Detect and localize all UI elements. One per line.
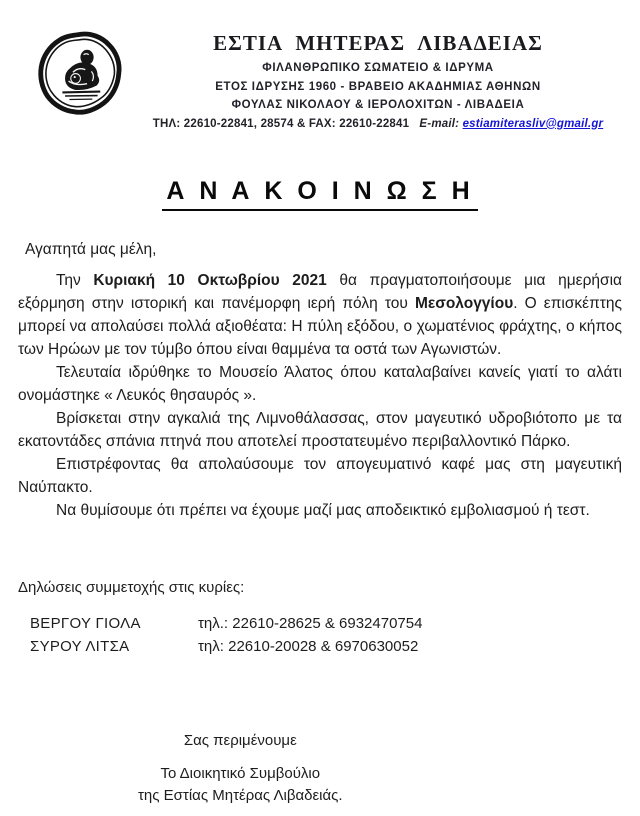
document-title: Α Ν Α Κ Ο Ι Ν Ω Σ Η: [162, 177, 477, 211]
title-section: [0, 177, 640, 211]
paragraph-vaccination-note: Να θυμίσουμε ότι πρέπει να έχουμε μαζί μας αποδεικτικό εμβολιασμού ή τεστ.: [56, 502, 590, 519]
greeting: Αγαπητά μας μέλη,: [25, 241, 157, 258]
contact-phone: τηλ.: 22610-28625 & 6932470754: [198, 615, 423, 632]
paragraph-return-coffee: Επιστρέφοντας θα απολαύσουμε τον απογευματινό καφέ μας στη μαγευτική Ναύπακτο.: [18, 456, 622, 496]
closing-board-line1: Το Διοικητικό Συμβούλιο: [160, 765, 321, 782]
letterhead: [0, 0, 640, 130]
contact-line: [128, 118, 628, 130]
phone-fax-text: ΤΗΛ: 22610-22841, 28574 & FAX: 22610-22841: [152, 117, 410, 130]
email-link[interactable]: estiamiterasliv@gmail.gr: [462, 117, 604, 130]
closing-board-line2: της Εστίας Μητέρας Λιβαδειάς.: [138, 787, 343, 804]
announcement-body: [18, 238, 622, 522]
destination-city: Μεσολογγίου: [414, 295, 514, 312]
trip-date: Κυριακή 10 Οκτωβρίου 2021: [93, 272, 327, 289]
p1-pre: Την: [56, 272, 94, 289]
contact-name: ΣΥΡΟΥ ΛΙΤΣΑ: [30, 638, 130, 655]
registration-contacts: [18, 579, 622, 658]
org-type-line: ΦΙΛΑΝΘΡΩΠΙΚΟ ΣΩΜΑΤΕΙΟ & ΙΔΡΥΜΑ: [262, 62, 494, 74]
org-address-line: ΦΟΥΛΑΣ ΝΙΚΟΛΑΟΥ & ΙΕΡΟΛΟΧΙΤΩΝ - ΛΙΒΑΔΕΙΑ: [231, 99, 525, 111]
org-founding-line: ΕΤΟΣ ΙΔΡΥΣΗΣ 1960 - ΒΡΑΒΕΙΟ ΑΚΑΔΗΜΙΑΣ ΑΘΗΝΩΝ: [215, 80, 541, 93]
closing-signature: [138, 730, 343, 807]
paragraph-lagoon: Βρίσκεται στην αγκαλιά της Λιμνοθάλασσας, στον μαγευτικό υδροβιότοπο με τα εκατοντάδες σπάνια πτηνά που αποτελεί προστατευμένο περιβαλλοντικό Πάρκο.: [18, 410, 622, 450]
email-label: E-mail:: [419, 117, 460, 130]
contact-row: [18, 612, 622, 635]
mother-and-child-logo-icon: [36, 30, 124, 118]
org-name: ΕΣΤΙΑ ΜΗΤΕΡΑΣ ΛΙΒΑΔΕΙΑΣ: [213, 31, 543, 55]
p1-post: . Ο επισκέπτης μπορεί να απολαύσει πολλά αξιοθέατα: Η πύλη εξόδου, ο χωματένιος φράχτης, ο κήπος των Ηρώων με τον τύμβο όπου είναι θαμμένα τα οστά των Αγωνιστών.: [18, 295, 622, 358]
p1-mid: θα πραγματοποιήσουμε μια ημερήσια εξόρμηση στην ιστορική και πανέμορφη ιερή πόλη του: [18, 272, 622, 312]
contact-phone: τηλ: 22610-20028 & 6970630052: [198, 638, 419, 655]
contact-name: ΒΕΡΓΟΥ ΓΙΟΛΑ: [30, 615, 141, 632]
paragraph-salt-museum: Τελευταία ιδρύθηκε το Μουσείο Άλατος όπου καταλαβαίνει κανείς γιατί το αλάτι ονομάστηκε « Λευκός θησαυρός ».: [18, 364, 622, 404]
contacts-heading: Δηλώσεις συμμετοχής στις κυρίες:: [18, 579, 245, 596]
closing-waiting-line: Σας περιμένουμε: [183, 732, 297, 749]
contact-row: [18, 635, 622, 658]
paragraph-trip: [18, 269, 622, 361]
letterhead-text: [128, 31, 628, 130]
